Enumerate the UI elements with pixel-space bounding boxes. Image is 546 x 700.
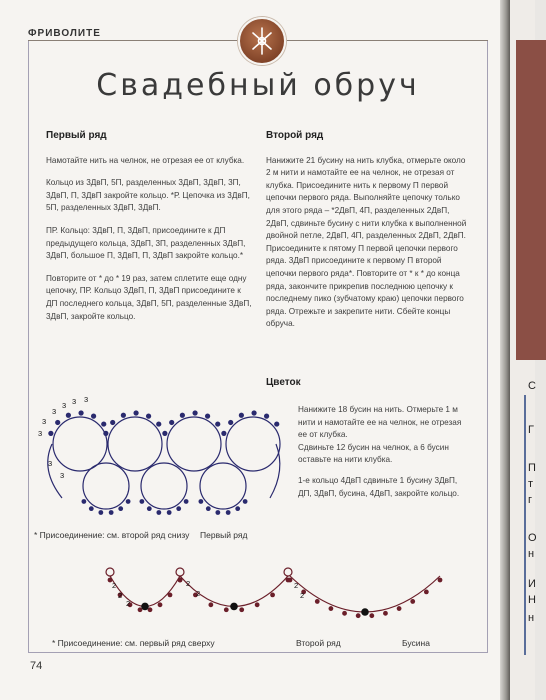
arc-label: 2 [186, 579, 191, 588]
picot-dot [342, 611, 347, 616]
facing-page-letter: г [528, 494, 533, 506]
picot-dot [288, 578, 293, 583]
chain-scallop [290, 576, 440, 612]
join-ring [106, 568, 114, 576]
facing-page [510, 0, 535, 700]
ring-label: 3 [84, 395, 89, 404]
flower-paragraph: Нанижите 18 бусин на нить. Отмерьте 1 м нити и намотайте ее на челнок, не отрезая ее от клубка. [298, 405, 462, 440]
picot-dot [369, 613, 374, 618]
picot-dot [397, 606, 402, 611]
bead [230, 603, 238, 611]
facing-page-letter: н [528, 612, 535, 624]
arc-label: 2 [112, 581, 117, 590]
ring-label: 3 [52, 407, 57, 416]
ring-label: 3 [72, 397, 77, 406]
picot-dot [168, 592, 173, 597]
picot-dot [270, 592, 275, 597]
picot-dot [178, 578, 183, 583]
arc-label: 2 [196, 589, 201, 598]
second-row-heading: Второй ряд [266, 130, 324, 141]
picot-dot [208, 602, 213, 607]
first-row-join-caption: * Присоединение: см. второй ряд снизу [34, 530, 190, 540]
first-row-paragraph: Намотайте нить на челнок, не отрезая ее от клубка. [46, 155, 245, 165]
picot-dot [356, 613, 361, 618]
facing-page-letter: т [528, 478, 534, 490]
facing-page-letter: н [528, 548, 535, 560]
flower-paragraph: 1-е кольцо 4ДвП сдвиньте 1 бусину 3ДвП, ДП, 3ДвП, бусина, 4ДвП, закройте кольцо. [298, 475, 460, 498]
picot-dot [224, 607, 229, 612]
bead [361, 608, 369, 616]
first-row-paragraph: Кольцо из 3ДвП, 5П, разделенных 3ДвП, 3ДвП, 3П, 3ДвП, П, 3ДвП закройте кольцо. *Р. Цепочка из 3ДвП, 5П, разделенных 3ДвП, 3ДвП. [46, 178, 250, 213]
first-row-caption: Первый ряд [200, 530, 248, 540]
flower-heading: Цветок [266, 377, 301, 388]
arc-label: 2 [118, 591, 123, 600]
ring-label: 3 [42, 417, 47, 426]
arc-label: 2 [294, 581, 299, 590]
picot-dot [329, 606, 334, 611]
arc-label: 2 [126, 599, 131, 608]
picot-dot [410, 599, 415, 604]
picot-dot [438, 578, 443, 583]
facing-page-photo [516, 40, 546, 360]
page-title: Свадебный обруч [96, 68, 420, 103]
facing-page-letter: П [528, 462, 536, 474]
join-ring [284, 568, 292, 576]
ring-label: 3 [62, 401, 67, 410]
second-row-caption: Второй ряд [296, 638, 341, 648]
section-label: ФРИВОЛИТЕ [28, 28, 101, 39]
first-row-paragraph: Повторите от * до * 19 раз, затем сплетите еще одну цепочку, ПР. Кольцо 3ДвП, П, 3ДвП присоедините к ДП последнего кольца, 3ДвП, 5П, разделенные 3ДвП, 3ДвП, закройте кольцо. [46, 273, 252, 321]
facing-page-letter: С [528, 380, 536, 392]
picot-dot [255, 602, 260, 607]
picot-dot [158, 602, 163, 607]
facing-page-letter: Г [528, 424, 534, 436]
join-ring [176, 568, 184, 576]
facing-page-rule [524, 395, 526, 655]
first-row-paragraph: ПР. Кольцо: 3ДвП, П, 3ДвП, присоедините к ДП предыдущего кольца, 3ДвП, 3П, разделенных 3ДвП, 3ДвП, большое П, 3ДвП, П, 3ДвП закройте кольцо.* [46, 225, 246, 261]
picot-dot [424, 590, 429, 595]
bead [141, 603, 149, 611]
book-spine [500, 0, 510, 700]
ring-label: 3 [38, 429, 43, 438]
second-row-join-caption: * Присоединение: см. первый ряд сверху [52, 638, 215, 648]
picot-dot [315, 599, 320, 604]
flower-paragraph: Сдвиньте 12 бусин на челнок, а 6 бусин оставьте на нити клубка. [298, 442, 449, 465]
facing-page-letter: И [528, 578, 536, 590]
arc-label: 2 [300, 591, 305, 600]
second-row-paragraph: Нанижите 21 бусину на нить клубка, отмерьте около 2 м нити и намотайте ее на челнок, не отрезая от клубка. Присоедините нить к первому П первой цепочки первого ряда. Выполняйте цепочку только для этого ряда – *2ДвП, 4П, разделенных 2ДвП, 2ДвП, сдвиньте бусину с нити клубка к выполненной двойной петле, 2ДвП, 4П, разделенных 2ДвП, 2ДвП. Присоедините к пятому П первой цепочки первого ряда. 3ДвП присоедините к первому П второй цепочки первого ряда*. Повторите от * к * до конца ряда, закончите прикрепив последнюю цепочку к последнему пико (зубчатому краю) цепочки первого ряда. Отрежьте и закрепите нити. Сбейте концы обруча. [266, 155, 467, 329]
first-row-heading: Первый ряд [46, 130, 107, 141]
bead-caption: Бусина [402, 638, 430, 648]
picot-dot [383, 611, 388, 616]
ring-label: 3 [60, 471, 65, 480]
ring-label: 3 [48, 459, 53, 468]
picot-dot [239, 607, 244, 612]
page-number: 74 [30, 660, 43, 672]
facing-page-letter: Н [528, 594, 536, 606]
facing-page-letter: О [528, 532, 537, 544]
